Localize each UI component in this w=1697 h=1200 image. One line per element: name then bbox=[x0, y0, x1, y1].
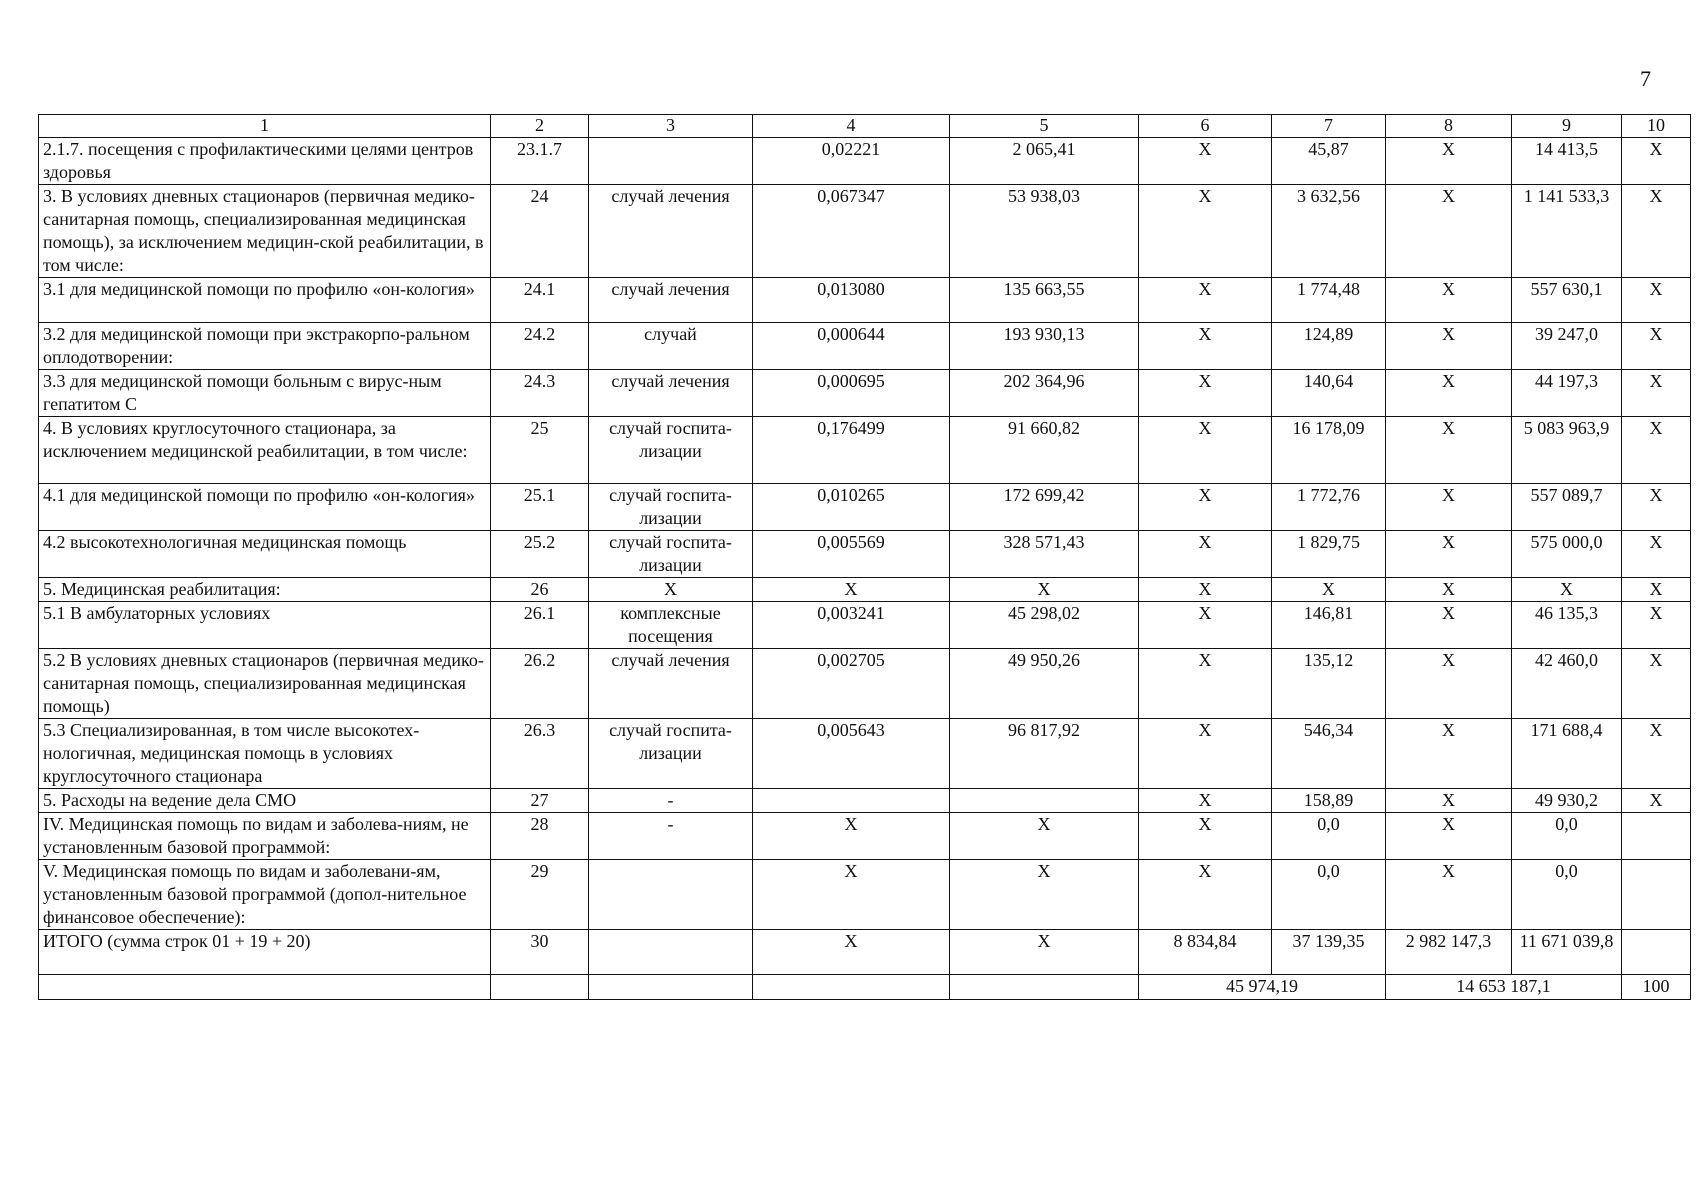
row-col4: 0,003241 bbox=[753, 602, 950, 649]
row-col6: Х bbox=[1139, 138, 1272, 185]
row-col4: 0,176499 bbox=[753, 417, 950, 484]
row-col7: 546,34 bbox=[1272, 719, 1386, 789]
row-col8: 2 982 147,3 bbox=[1386, 930, 1512, 975]
table-row bbox=[39, 323, 1691, 370]
table-body bbox=[39, 115, 1691, 1000]
column-header: 4 bbox=[753, 115, 950, 138]
row-col10: Х bbox=[1622, 185, 1691, 278]
row-col6: Х bbox=[1139, 323, 1272, 370]
row-code: 24.1 bbox=[491, 278, 589, 323]
row-col7: 0,0 bbox=[1272, 860, 1386, 930]
row-col5: 193 930,13 bbox=[950, 323, 1139, 370]
row-col5: Х bbox=[950, 578, 1139, 602]
row-col9: 49 930,2 bbox=[1512, 789, 1622, 813]
row-col8: Х bbox=[1386, 719, 1512, 789]
header-row bbox=[39, 115, 1691, 138]
total-col10: 100 bbox=[1622, 975, 1691, 1000]
row-col6: Х bbox=[1139, 860, 1272, 930]
column-header: 5 bbox=[950, 115, 1139, 138]
row-col10 bbox=[1622, 813, 1691, 860]
row-col4: Х bbox=[753, 930, 950, 975]
row-col8: Х bbox=[1386, 278, 1512, 323]
total-empty bbox=[753, 975, 950, 1000]
row-code: 24.3 bbox=[491, 370, 589, 417]
row-col8: Х bbox=[1386, 578, 1512, 602]
row-col4: 0,000644 bbox=[753, 323, 950, 370]
row-col7: 158,89 bbox=[1272, 789, 1386, 813]
column-header: 7 bbox=[1272, 115, 1386, 138]
table-row bbox=[39, 278, 1691, 323]
row-col8: Х bbox=[1386, 649, 1512, 719]
row-col6: Х bbox=[1139, 185, 1272, 278]
row-name: 2.1.7. посещения с профилактическими целями центров здоровья bbox=[39, 138, 491, 185]
row-code: 24 bbox=[491, 185, 589, 278]
row-name: 3.2 для медицинской помощи при экстракорпо-ральном оплодотворении: bbox=[39, 323, 491, 370]
row-name: 3.3 для медицинской помощи больным с вирус-ным гепатитом С bbox=[39, 370, 491, 417]
page-number: 7 bbox=[1640, 66, 1651, 91]
row-code: 28 bbox=[491, 813, 589, 860]
table-row bbox=[39, 185, 1691, 278]
row-col9: 557 089,7 bbox=[1512, 484, 1622, 531]
row-unit bbox=[589, 138, 753, 185]
row-name: 5.2 В условиях дневных стационаров (первичная медико-санитарная помощь, специализированная медицинская помощь) bbox=[39, 649, 491, 719]
row-col9: 575 000,0 bbox=[1512, 531, 1622, 578]
row-col8: Х bbox=[1386, 813, 1512, 860]
total-empty bbox=[491, 975, 589, 1000]
column-header: 8 bbox=[1386, 115, 1512, 138]
row-col10: Х bbox=[1622, 417, 1691, 484]
column-header: 6 bbox=[1139, 115, 1272, 138]
total-col6-7: 45 974,19 bbox=[1139, 975, 1386, 1000]
row-col8: Х bbox=[1386, 602, 1512, 649]
row-name: ИТОГО (сумма строк 01 + 19 + 20) bbox=[39, 930, 491, 975]
row-col6: Х bbox=[1139, 602, 1272, 649]
row-col7: 0,0 bbox=[1272, 813, 1386, 860]
row-col6: Х bbox=[1139, 417, 1272, 484]
table-row bbox=[39, 789, 1691, 813]
table-row bbox=[39, 719, 1691, 789]
row-code: 23.1.7 bbox=[491, 138, 589, 185]
row-unit: - bbox=[589, 813, 753, 860]
row-col6: Х bbox=[1139, 813, 1272, 860]
row-col5 bbox=[950, 789, 1139, 813]
row-unit: случай лечения bbox=[589, 649, 753, 719]
row-col9: 46 135,3 bbox=[1512, 602, 1622, 649]
row-col10: Х bbox=[1622, 719, 1691, 789]
row-col10: Х bbox=[1622, 789, 1691, 813]
row-col7: 16 178,09 bbox=[1272, 417, 1386, 484]
row-col6: Х bbox=[1139, 649, 1272, 719]
column-header: 9 bbox=[1512, 115, 1622, 138]
total-col8-9: 14 653 187,1 bbox=[1386, 975, 1622, 1000]
row-col4: 0,005643 bbox=[753, 719, 950, 789]
row-name: 5.3 Специализированная, в том числе высокотех-нологичная, медицинская помощь в условиях круглосуточного стационара bbox=[39, 719, 491, 789]
table-row bbox=[39, 578, 1691, 602]
table-row bbox=[39, 602, 1691, 649]
financing-table bbox=[38, 114, 1691, 1000]
row-col4: Х bbox=[753, 578, 950, 602]
row-col9: 44 197,3 bbox=[1512, 370, 1622, 417]
row-unit bbox=[589, 930, 753, 975]
row-unit: случай лечения bbox=[589, 370, 753, 417]
total-empty bbox=[39, 975, 491, 1000]
row-unit: комплексные посещения bbox=[589, 602, 753, 649]
row-code: 29 bbox=[491, 860, 589, 930]
row-code: 26.3 bbox=[491, 719, 589, 789]
row-col6: Х bbox=[1139, 719, 1272, 789]
row-col5: 2 065,41 bbox=[950, 138, 1139, 185]
row-col10: Х bbox=[1622, 138, 1691, 185]
row-code: 24.2 bbox=[491, 323, 589, 370]
row-col10: Х bbox=[1622, 484, 1691, 531]
column-header: 1 bbox=[39, 115, 491, 138]
total-empty bbox=[589, 975, 753, 1000]
row-code: 26.2 bbox=[491, 649, 589, 719]
row-col5: 202 364,96 bbox=[950, 370, 1139, 417]
table-row bbox=[39, 370, 1691, 417]
row-unit: случай госпита-лизации bbox=[589, 484, 753, 531]
row-col6: Х bbox=[1139, 278, 1272, 323]
row-col4: Х bbox=[753, 860, 950, 930]
row-col9: Х bbox=[1512, 578, 1622, 602]
row-col10: Х bbox=[1622, 649, 1691, 719]
row-col6: Х bbox=[1139, 578, 1272, 602]
row-col6: Х bbox=[1139, 789, 1272, 813]
row-col7: 45,87 bbox=[1272, 138, 1386, 185]
row-col10: Х bbox=[1622, 578, 1691, 602]
row-col9: 11 671 039,8 bbox=[1512, 930, 1622, 975]
row-col4: 0,013080 bbox=[753, 278, 950, 323]
row-col6: 8 834,84 bbox=[1139, 930, 1272, 975]
row-code: 26.1 bbox=[491, 602, 589, 649]
row-col8: Х bbox=[1386, 484, 1512, 531]
row-col6: Х bbox=[1139, 370, 1272, 417]
row-col10 bbox=[1622, 930, 1691, 975]
row-col9: 14 413,5 bbox=[1512, 138, 1622, 185]
row-col5: 91 660,82 bbox=[950, 417, 1139, 484]
row-name: 4. В условиях круглосуточного стационара, за исключением медицинской реабилитации, в том числе: bbox=[39, 417, 491, 484]
row-col10 bbox=[1622, 860, 1691, 930]
table-row bbox=[39, 417, 1691, 484]
row-col8: Х bbox=[1386, 185, 1512, 278]
row-col10: Х bbox=[1622, 602, 1691, 649]
row-col8: Х bbox=[1386, 417, 1512, 484]
row-col9: 557 630,1 bbox=[1512, 278, 1622, 323]
row-col5: 49 950,26 bbox=[950, 649, 1139, 719]
table-row bbox=[39, 484, 1691, 531]
row-unit: случай лечения bbox=[589, 278, 753, 323]
row-col7: 1 774,48 bbox=[1272, 278, 1386, 323]
row-col10: Х bbox=[1622, 370, 1691, 417]
table-row bbox=[39, 649, 1691, 719]
row-col7: 37 139,35 bbox=[1272, 930, 1386, 975]
row-col10: Х bbox=[1622, 323, 1691, 370]
row-col5: 45 298,02 bbox=[950, 602, 1139, 649]
row-col4 bbox=[753, 789, 950, 813]
row-col7: 1 772,76 bbox=[1272, 484, 1386, 531]
row-col8: Х bbox=[1386, 531, 1512, 578]
row-col9: 1 141 533,3 bbox=[1512, 185, 1622, 278]
row-col5: Х bbox=[950, 930, 1139, 975]
row-col4: 0,000695 bbox=[753, 370, 950, 417]
row-unit: случай госпита-лизации bbox=[589, 531, 753, 578]
row-col8: Х bbox=[1386, 860, 1512, 930]
row-col5: 135 663,55 bbox=[950, 278, 1139, 323]
row-col7: 135,12 bbox=[1272, 649, 1386, 719]
row-name: 5. Медицинская реабилитация: bbox=[39, 578, 491, 602]
total-row bbox=[39, 975, 1691, 1000]
row-col7: 140,64 bbox=[1272, 370, 1386, 417]
row-code: 25.1 bbox=[491, 484, 589, 531]
row-unit: случай госпита-лизации bbox=[589, 719, 753, 789]
row-col8: Х bbox=[1386, 789, 1512, 813]
table-row bbox=[39, 930, 1691, 975]
row-unit: случай лечения bbox=[589, 185, 753, 278]
row-code: 25.2 bbox=[491, 531, 589, 578]
table-row bbox=[39, 860, 1691, 930]
row-unit: - bbox=[589, 789, 753, 813]
table-row bbox=[39, 531, 1691, 578]
row-col9: 5 083 963,9 bbox=[1512, 417, 1622, 484]
row-unit: случай госпита-лизации bbox=[589, 417, 753, 484]
row-name: IV. Медицинская помощь по видам и заболева-ниям, не установленным базовой программой: bbox=[39, 813, 491, 860]
row-col4: 0,067347 bbox=[753, 185, 950, 278]
row-col9: 0,0 bbox=[1512, 813, 1622, 860]
row-code: 30 bbox=[491, 930, 589, 975]
row-name: V. Медицинская помощь по видам и заболевани-ям, установленным базовой программой (допол-нительное финансовое обеспечение): bbox=[39, 860, 491, 930]
row-col4: 0,005569 bbox=[753, 531, 950, 578]
row-col7: 1 829,75 bbox=[1272, 531, 1386, 578]
row-col9: 39 247,0 bbox=[1512, 323, 1622, 370]
row-col4: 0,002705 bbox=[753, 649, 950, 719]
row-name: 3.1 для медицинской помощи по профилю «он-кология» bbox=[39, 278, 491, 323]
row-col5: 172 699,42 bbox=[950, 484, 1139, 531]
row-code: 25 bbox=[491, 417, 589, 484]
row-col8: Х bbox=[1386, 138, 1512, 185]
row-col10: Х bbox=[1622, 531, 1691, 578]
column-header: 10 bbox=[1622, 115, 1691, 138]
row-unit: случай bbox=[589, 323, 753, 370]
column-header: 3 bbox=[589, 115, 753, 138]
row-col10: Х bbox=[1622, 278, 1691, 323]
row-col5: 53 938,03 bbox=[950, 185, 1139, 278]
row-col7: Х bbox=[1272, 578, 1386, 602]
row-col5: Х bbox=[950, 813, 1139, 860]
row-col5: 328 571,43 bbox=[950, 531, 1139, 578]
table-row bbox=[39, 138, 1691, 185]
row-name: 4.2 высокотехнологичная медицинская помощь bbox=[39, 531, 491, 578]
row-col5: Х bbox=[950, 860, 1139, 930]
row-col5: 96 817,92 bbox=[950, 719, 1139, 789]
row-code: 27 bbox=[491, 789, 589, 813]
row-unit bbox=[589, 860, 753, 930]
row-col4: Х bbox=[753, 813, 950, 860]
row-col9: 171 688,4 bbox=[1512, 719, 1622, 789]
row-col4: 0,02221 bbox=[753, 138, 950, 185]
table-row bbox=[39, 813, 1691, 860]
row-col4: 0,010265 bbox=[753, 484, 950, 531]
row-col9: 0,0 bbox=[1512, 860, 1622, 930]
row-unit: Х bbox=[589, 578, 753, 602]
row-col6: Х bbox=[1139, 484, 1272, 531]
row-col7: 124,89 bbox=[1272, 323, 1386, 370]
row-col8: Х bbox=[1386, 370, 1512, 417]
row-name: 5. Расходы на ведение дела СМО bbox=[39, 789, 491, 813]
row-name: 5.1 В амбулаторных условиях bbox=[39, 602, 491, 649]
row-col7: 146,81 bbox=[1272, 602, 1386, 649]
row-col6: Х bbox=[1139, 531, 1272, 578]
column-header: 2 bbox=[491, 115, 589, 138]
row-col8: Х bbox=[1386, 323, 1512, 370]
row-code: 26 bbox=[491, 578, 589, 602]
row-col7: 3 632,56 bbox=[1272, 185, 1386, 278]
row-col9: 42 460,0 bbox=[1512, 649, 1622, 719]
total-empty bbox=[950, 975, 1139, 1000]
row-name: 4.1 для медицинской помощи по профилю «он-кология» bbox=[39, 484, 491, 531]
row-name: 3. В условиях дневных стационаров (первичная медико-санитарная помощь, специализированная медицинская помощь), за исключением медицин-ской реабилитации, в том числе: bbox=[39, 185, 491, 278]
